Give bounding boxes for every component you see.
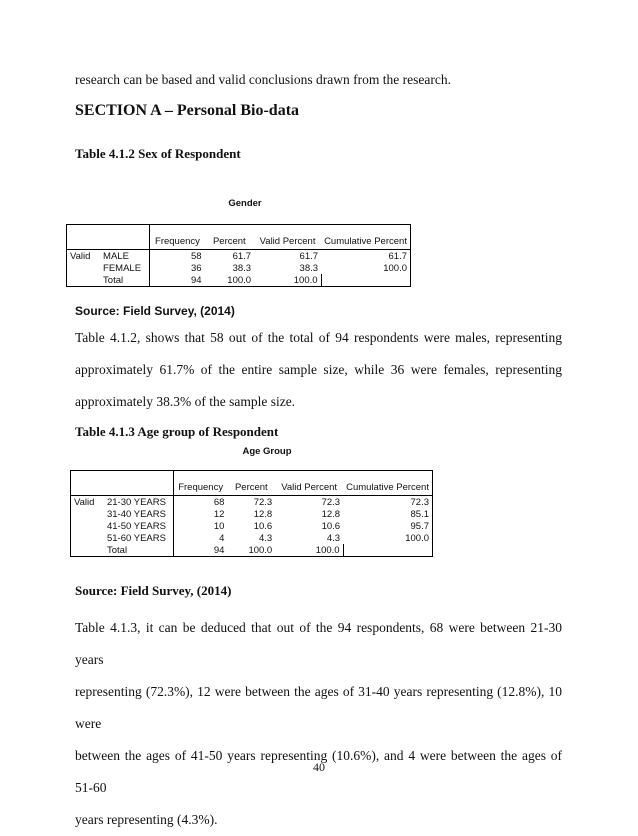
table-header-row (71, 471, 433, 496)
header-valid-percent: Valid Percent (259, 236, 316, 247)
table2-title: Age Group (242, 446, 292, 457)
cell-cumulative (321, 274, 410, 287)
cell-valid-percent: 12.8 (321, 508, 341, 520)
table-row (67, 262, 411, 274)
paragraph-1-line: approximately 38.3% of the sample size. (75, 394, 296, 409)
section-heading: SECTION A – Personal Bio-data (75, 102, 300, 119)
header-percent: Percent (212, 236, 246, 247)
paragraph-2-line: years representing (4.3%). (75, 812, 218, 827)
cell-cumulative: 85.1 (343, 508, 432, 520)
table1-source: Source: Field Survey, (2014) (75, 304, 235, 318)
paragraph-2-line: Table 4.1.3, it can be deduced that out of the 94 respondents, 68 were between 21-30 years (75, 620, 562, 667)
table-row (71, 508, 433, 520)
table2-caption: Table 4.1.3 Age group of Respondent (75, 424, 279, 439)
row-label: 21-30 YEARS (104, 496, 173, 509)
cell-valid-percent: 100.0 (275, 544, 343, 557)
cell-percent: 61.7 (232, 250, 252, 262)
table1-title: Gender (228, 198, 262, 209)
group-label-blank (67, 262, 101, 274)
group-label: Valid (67, 250, 101, 263)
row-label: Total (100, 274, 150, 287)
header-frequency: Frequency (178, 482, 224, 493)
cell-percent: 10.6 (253, 520, 273, 532)
header-blank (67, 225, 101, 250)
cell-frequency: 68 (213, 496, 225, 508)
paragraph-1-line: Table 4.1.2, shows that 58 out of the total of 94 respondents were males, representing (75, 330, 562, 345)
row-label: MALE (100, 250, 150, 263)
cell-valid-percent: 38.3 (299, 262, 319, 274)
group-label-blank (71, 508, 104, 520)
cell-cumulative: 100.0 (343, 532, 432, 544)
group-label-blank (67, 274, 101, 287)
cell-valid-percent: 61.7 (299, 250, 319, 262)
table1-caption: Table 4.1.2 Sex of Respondent (75, 146, 241, 161)
cell-frequency: 4 (219, 532, 225, 544)
table-header-row (67, 225, 411, 250)
cell-percent: 100.0 (248, 544, 273, 556)
age-group-table (70, 470, 433, 557)
paragraph-2 (75, 612, 562, 836)
cell-valid-percent: 10.6 (321, 520, 341, 532)
table-row (71, 532, 433, 544)
header-frequency: Frequency (155, 236, 200, 247)
group-label-blank (71, 532, 104, 544)
page-number: 40 (313, 760, 325, 774)
paragraph-2-line: representing (72.3%), 12 were between the ages of 31-40 years representing (12.8%), 10 were (75, 684, 562, 731)
cell-valid-percent: 72.3 (321, 496, 341, 508)
header-blank (71, 471, 104, 496)
cell-cumulative: 61.7 (321, 250, 410, 263)
table-row (71, 496, 433, 509)
cell-valid-percent: 100.0 (254, 274, 321, 287)
row-label: FEMALE (100, 262, 150, 274)
table-row (71, 520, 433, 532)
cell-frequency: 10 (213, 520, 225, 532)
paragraph-1-line: approximately 61.7% of the entire sample size, while 36 were females, representing (75, 362, 562, 377)
paragraph-2-line: between the ages of 41-50 years representing (10.6%), and 4 were between the ages of 51-60 (75, 748, 562, 795)
row-label: 41-50 YEARS (104, 520, 173, 532)
header-cumulative-percent: Cumulative Percent (343, 471, 432, 496)
cell-percent: 72.3 (253, 496, 273, 508)
header-valid-percent: Valid Percent (281, 482, 338, 493)
cell-frequency: 58 (191, 250, 202, 262)
cell-frequency: 94 (213, 544, 225, 556)
header-blank (100, 225, 150, 250)
cell-percent: 12.8 (253, 508, 273, 520)
cell-cumulative (343, 544, 432, 557)
cell-percent: 38.3 (232, 262, 252, 274)
cell-cumulative: 72.3 (343, 496, 432, 509)
header-percent: Percent (234, 482, 268, 493)
group-label: Valid (71, 496, 104, 509)
gender-table (66, 224, 411, 287)
cell-valid-percent: 4.3 (326, 532, 341, 544)
cell-frequency: 36 (191, 262, 202, 274)
group-label-blank (71, 544, 104, 557)
table-row (67, 250, 411, 263)
cell-cumulative: 95.7 (343, 520, 432, 532)
row-label: 51-60 YEARS (104, 532, 173, 544)
row-label: 31-40 YEARS (104, 508, 173, 520)
table-row (71, 544, 433, 557)
header-blank (104, 471, 173, 496)
table2-source: Source: Field Survey, (2014) (75, 583, 232, 598)
paragraph-1 (75, 322, 562, 418)
cell-percent: 4.3 (259, 532, 273, 544)
table-row (67, 274, 411, 287)
cell-percent: 100.0 (227, 274, 252, 286)
cell-frequency: 94 (191, 274, 202, 286)
intro-line: research can be based and valid conclusions drawn from the research. (75, 72, 451, 87)
row-label: Total (104, 544, 173, 557)
cell-frequency: 12 (213, 508, 225, 520)
group-label-blank (71, 520, 104, 532)
cell-cumulative: 100.0 (321, 262, 410, 274)
header-cumulative-percent: Cumulative Percent (321, 225, 410, 250)
